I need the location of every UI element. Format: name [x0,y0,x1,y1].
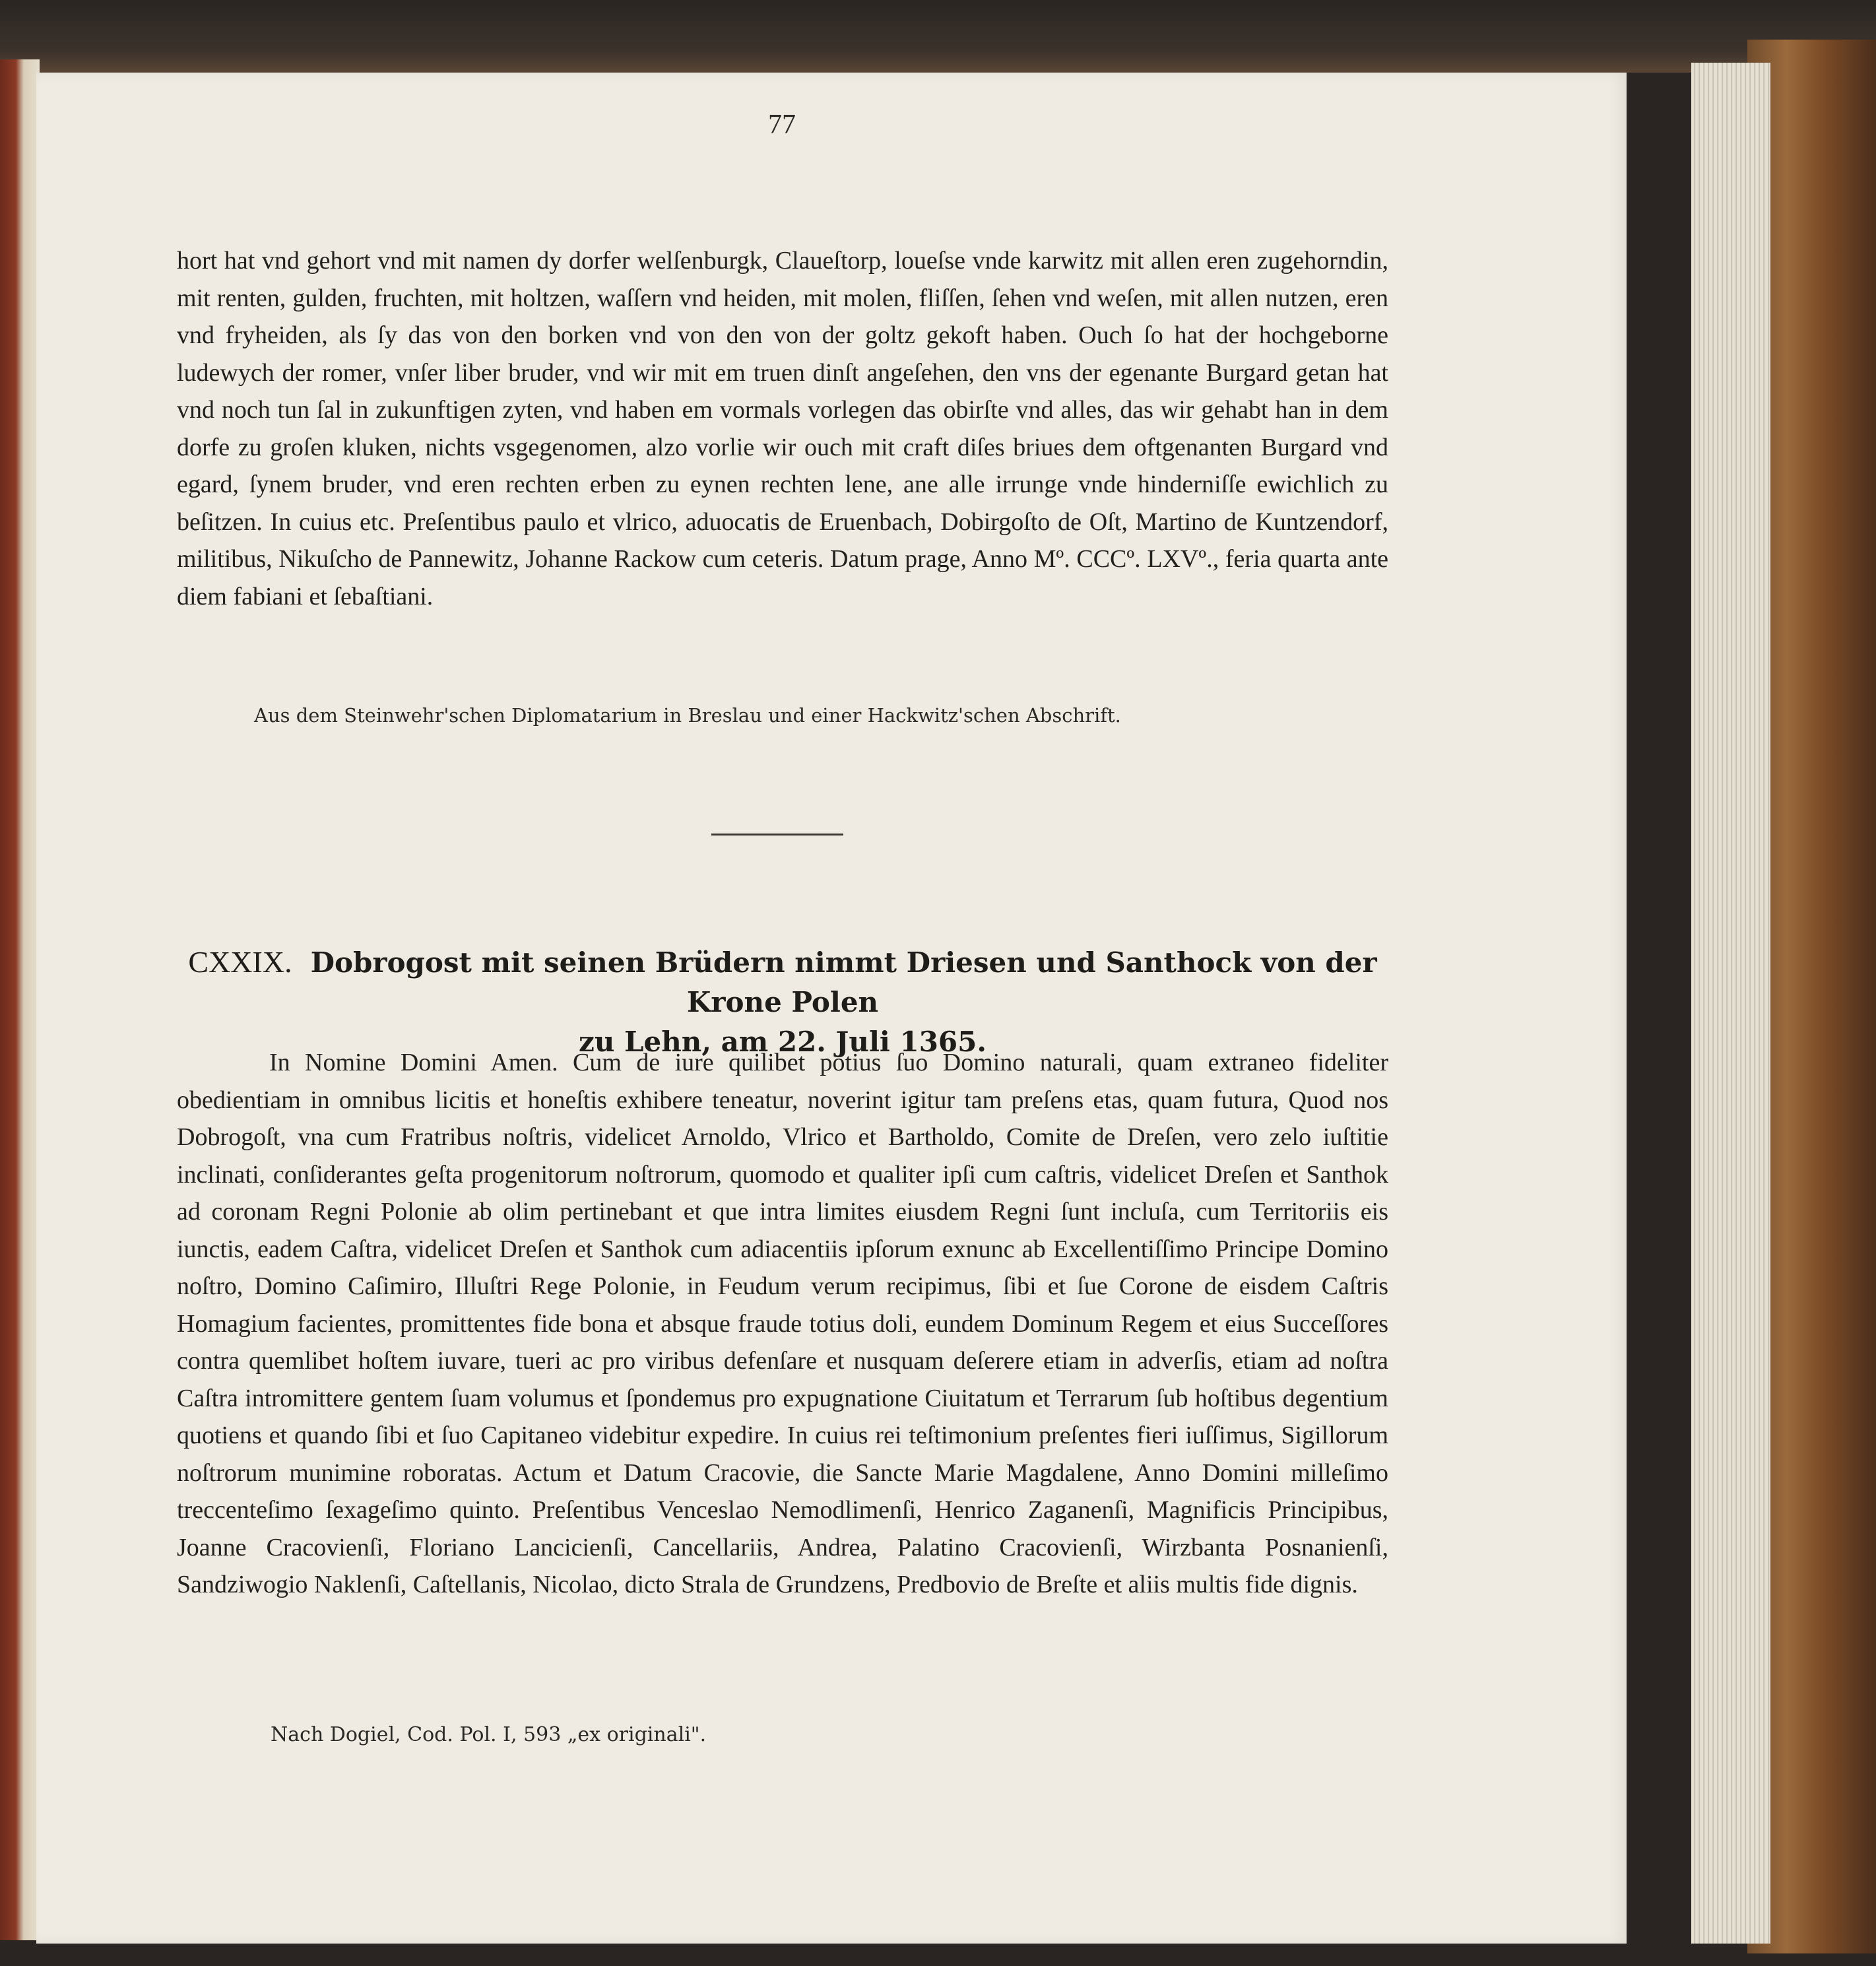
facing-page-edge [0,59,40,1940]
source-note: Aus dem Steinwehr'schen Diplomatarium in Breslau und einer Hackwitz'schen Abschrift. [254,704,1121,727]
paragraph-continuation: hort hat vnd gehort vnd mit namen dy dorfer welſenburgk, Claueſtorp, loueſse vnde karwitz mit allen eren zugehorndin, mit renten, gulden, fruchten, mit holtzen, waſſern vnd heiden, mit molen, fliſſen, ſehen vnd weſen, mit allen nutzen, eren vnd fryheiden, als ſy das von den borken vnd von den von der goltz gekoft haben. Ouch ſo hat der hochgeborne ludewych der romer, vnſer liber bruder, vnd wir mit em truen dinſt angeſehen, den vns der egenante Burgard getan hat vnd noch tun ſal in zukunftigen zyten, vnd haben em vormals vorlegen das obirſte vnd alles, das wir gehabt han in dem dorfe zu groſen kluken, nichts vsgegenomen, alzo vorlie wir ouch mit craft diſes briues dem oftgenanten Burgard vnd egard, ſynem bruder, vnd eren rechten erben zu eynen rechten lene, ane alle irrunge vnde hinderniſſe ewichlich zu beſitzen. In cuius etc. Preſentibus paulo et vlrico, aduocatis de Eruenbach, Dobirgoſto de Oſt, Martino de Kuntzendorf, militibus, Nikuſcho de Pannewitz, Johanne Rackow cum ceteris. Datum prage, Anno Mº. CCCº. LXVº., feria quarta ante diem fabiani et ſebaſtiani. [177,247,1388,610]
paragraph-charter: In Nomine Domini Amen. Cum de iure quilibet potius ſuo Domino naturali, quam extraneo fideliter obedientiam in omnibus licitis et honeſtis exhibere teneatur, noverint igitur tam preſens etas, quam futura, Quod nos Dobrogoſt, vna cum Fratribus noſtris, videlicet Arnoldo, Vlrico et Bartholdo, Comite de Dreſen, vero zelo iuſtitie inclinati, conſiderantes geſta progenitorum noſtrorum, quomodo et qualiter ipſi cum caſtris, videlicet Dreſen et Santhok ad coronam Regni Polonie ab olim pertinebant et que intra limites eiusdem Regni ſunt incluſa, cum Territoriis eis iunctis, eadem Caſtra, videlicet Dreſen et Santhok cum adiacentiis ipſorum exnunc ab Excellentiſſimo Principe Domino noſtro, Domino Caſimiro, Illuſtri Rege Polonie, in Feudum verum recipimus, ſibi et ſue Corone de eisdem Caſtris Homagium facientes, promittentes fide bona et absque fraude totius doli, eundem Dominum Regem et eius Succeſſores contra quemlibet hoſtem iuvare, tueri ac pro viribus defenſare et nusquam deſerere etiam in adverſis, etiam ad noſtra Caſtra intromittere gentem ſuam volumus et ſpondemus pro expugnatione Ciuitatum et Terrarum ſub hoſtibus degentium quotiens et quando ſibi et ſuo Capitaneo videbitur expedire. In cuius rei teſtimonium preſentes fieri iuſſimus, Sigillorum noſtrorum munimine roboratas. Actum et Datum Cracovie, die Sancte Marie Magdalene, Anno Domini milleſimo treccenteſimo ſexageſimo quinto. Preſentibus Venceslao Nemodlimenſi, Henrico Zaganenſi, Magnificis Principibus, Joanne Cracovienſi, Floriano Lancicienſi, Cancellariis, Andrea, Palatino Cracovienſi, Wirzbanta Posnanienſi, Sandziwogio Naklenſi, Caſtellanis, Nicolao, dicto Strala de Grundzens, Predbovio de Breſte et aliis multis fide dignis. [177,1049,1388,1598]
page-number: 77 [768,110,796,140]
page-stack-edge [1691,63,1770,1944]
heading-title: Dobrogost mit seinen Brüdern nimmt Driesen und Santhock von der Krone Polen [310,946,1377,1018]
document-text [177,1044,1388,1604]
book-cover-top [0,0,1876,73]
heading-line-2: zu Lehn, am 22. Juli 1365. [578,1026,987,1058]
document-number: CXXIX. [188,945,292,979]
section-divider [711,834,843,836]
heading-line-1 [177,942,1388,1022]
document-text-continuation [177,242,1388,615]
source-citation: Nach Dogiel, Cod. Pol. I, 593 „ex originali". [271,1723,707,1746]
